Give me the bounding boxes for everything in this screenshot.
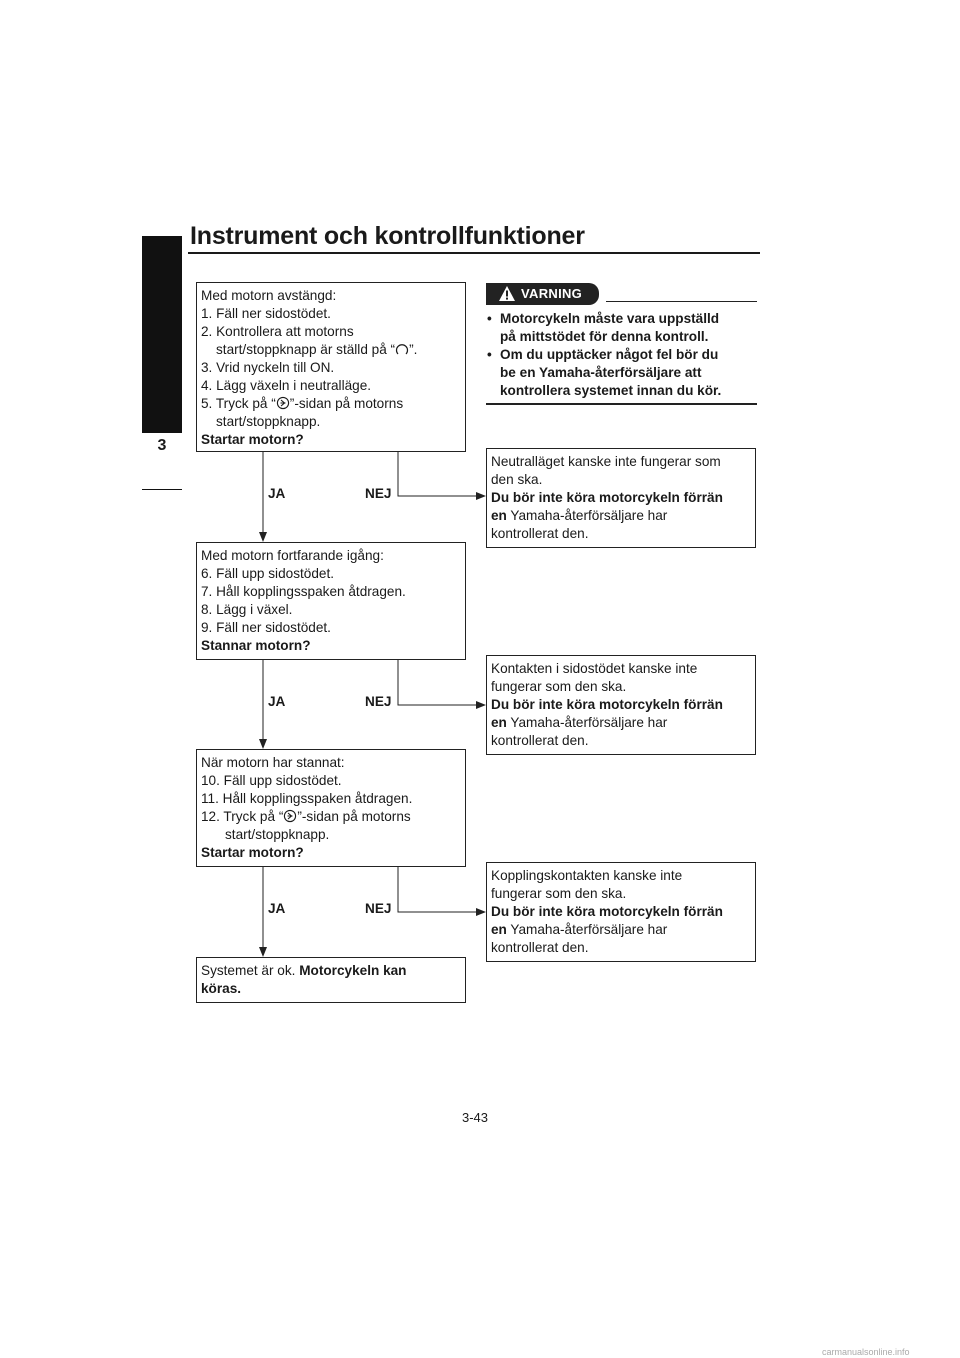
- flow-result: [196, 957, 466, 1003]
- page-number: 3-43: [462, 1110, 489, 1125]
- step-text: Med motorn fortfarande igång:: [201, 548, 384, 563]
- yes-label: JA: [268, 486, 286, 501]
- step-text: 8. Lägg i växel.: [201, 602, 293, 617]
- warning-icon: [498, 285, 516, 302]
- warning-rule: [606, 301, 757, 302]
- chapter-tab-number: 3: [142, 433, 182, 489]
- flow-step-3: [196, 749, 466, 867]
- step-question: Startar motorn?: [201, 845, 304, 860]
- fault-box-clutch: Kopplingskontakten kanske inte fungerar som den ska. Du bör inte köra motorcykeln förrän en Yamaha-återförsäljare har kontrollerat den.: [486, 862, 756, 962]
- result-bold: köras.: [201, 981, 242, 996]
- warning-label: VARNING: [521, 286, 583, 301]
- engine-start-icon: [276, 396, 290, 410]
- step-text: 1. Fäll ner sidostödet.: [201, 306, 331, 321]
- step-text: start/stoppknapp.: [216, 414, 321, 429]
- no-label: NEJ: [365, 486, 392, 501]
- engine-start-icon: [283, 809, 297, 823]
- step-text: 7. Håll kopplingsspaken åtdragen.: [201, 584, 406, 599]
- watermark: carmanualsonline.info: [822, 1347, 910, 1357]
- yes-label: JA: [268, 901, 286, 916]
- step-question: Startar motorn?: [201, 432, 304, 447]
- step-text: När motorn har stannat:: [201, 755, 345, 770]
- warning-list: [486, 310, 757, 400]
- step-text: 9. Fäll ner sidostödet.: [201, 620, 331, 635]
- result-bold: Motorcykeln kan: [299, 963, 407, 978]
- step-text: 11. Håll kopplingsspaken åtdragen.: [201, 791, 413, 806]
- result-text: Systemet är ok.: [201, 963, 300, 978]
- step-text: 3. Vrid nyckeln till ON.: [201, 360, 335, 375]
- fault-box-neutral: Neutralläget kanske inte fungerar som den ska. Du bör inte köra motorcykeln förrän en Yamaha-återförsäljare har kontrollerat den.: [486, 448, 756, 548]
- yes-label: JA: [268, 694, 286, 709]
- step-text: 2. Kontrollera att motorns: [201, 324, 354, 339]
- no-label: NEJ: [365, 694, 392, 709]
- step-text: 10. Fäll upp sidostödet.: [201, 773, 342, 788]
- no-label: NEJ: [365, 901, 392, 916]
- warning-item: • Om du upptäcker något fel bör du be en Yamaha-återförsäljare att kontrollera systemet innan du kör.: [487, 347, 722, 398]
- step-text: start/stoppknapp.: [225, 827, 330, 842]
- warning-rule: [486, 403, 757, 405]
- step-text: 12. Tryck på “ ”-sidan på motorns: [201, 809, 411, 824]
- step-question: Stannar motorn?: [201, 638, 311, 653]
- flow-step-2: [196, 542, 466, 660]
- engine-stop-icon: [395, 342, 409, 356]
- page-title: Instrument och kontrollfunktioner: [190, 222, 585, 250]
- step-text: Med motorn avstängd:: [201, 288, 337, 303]
- warning-item: • Motorcykeln måste vara uppställd på mittstödet för denna kontroll.: [487, 311, 720, 344]
- step-text: start/stoppknapp är ställd på “ ”.: [216, 342, 418, 357]
- step-text: 6. Fäll upp sidostödet.: [201, 566, 334, 581]
- warning-badge: [486, 283, 599, 305]
- fault-box-sidestand: Kontakten i sidostödet kanske inte fungerar som den ska. Du bör inte köra motorcykeln förrän en Yamaha-återförsäljare har kontrollerat den.: [486, 655, 756, 755]
- flow-step-1: [196, 282, 466, 452]
- step-text: 5. Tryck på “ ”-sidan på motorns: [201, 396, 404, 411]
- step-text: 4. Lägg växeln i neutralläge.: [201, 378, 372, 393]
